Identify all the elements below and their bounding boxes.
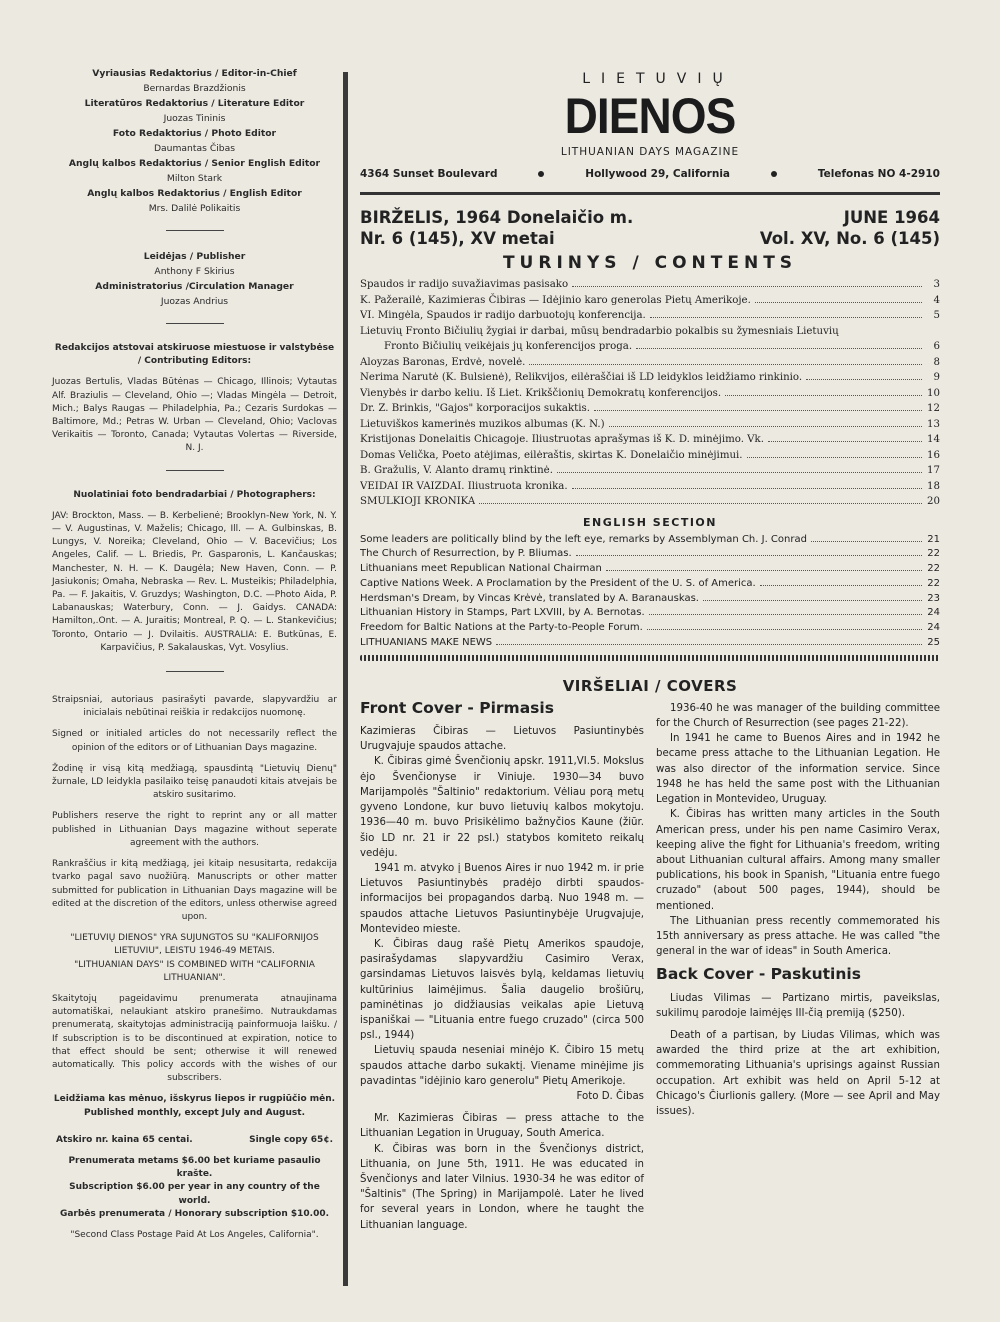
contents-item-page: 16 <box>927 449 940 461</box>
contents-item-title: K. Pažerailė, Kazimieras Čibiras — Idėjinio karo generolas Pietų Amerikoje. <box>360 294 751 306</box>
contents-item <box>360 562 940 577</box>
contents-item <box>360 479 940 495</box>
contents-item-title: Nerima Narutė (K. Bulsienė), Relikvijos, eilėraščiai iš LD leidyklos leidžiamo rinkinio. <box>360 372 803 383</box>
contents-item-title: Some leaders are politically blind by the left eye, remarks by Assemblyman Ch. J. Conrad <box>360 533 807 545</box>
bullet-icon <box>538 171 544 177</box>
contents-item-title: SMULKIOJI KRONIKA <box>360 496 476 507</box>
leader-dots <box>529 364 922 365</box>
leader-dots <box>755 302 922 303</box>
contents-item <box>360 577 940 592</box>
contents-item-title: LITHUANIANS MAKE NEWS <box>360 637 493 649</box>
leader-dots <box>649 614 922 615</box>
staff-name: Milton Stark <box>166 173 223 184</box>
front-cover-heading: Front Cover - Pirmasis <box>360 698 554 717</box>
combined-en: "LITHUANIAN DAYS" IS COMBINED WITH "CALIFORNIA LITHUANIAN". <box>74 959 315 983</box>
logo-top-text: LIETUVIŲ <box>582 71 734 87</box>
issue-info <box>360 207 940 249</box>
staff-list <box>52 66 337 216</box>
leader-dots <box>609 426 922 427</box>
admin-name: Juozas Andrius <box>160 296 229 307</box>
leader-dots <box>811 541 922 542</box>
contents-item-title: Fronto Bičiulių veikėjais jų konferencijos proga. <box>384 341 633 352</box>
paragraph: K. Čibiras gimė Švenčionių apskr. 1911,VI.5. Mokslus ėjo Švenčionyse ir Viniuje. 1930—34 buvo Marijampolės "Šaltinio" redaktorium. Vėliau porą metų gyveno Londone, kur buvo lietuvių kalbos mokytoju. 1936—40 m. buvo Prisikėlimo bažnyčios Kaune (žiūr. šio LD nr. 21 ir 22 psl.) statybos komiteto reikalų vedėju. <box>360 756 644 859</box>
note-text: Signed or initialed articles do not necessarily reflect the opinion of the editors or of Lithuanian Days magazine. <box>52 729 337 753</box>
contents-item <box>360 636 940 651</box>
paragraph: 1936-40 he was manager of the building committee for the Church of Resurrection (see pages 21-22). <box>656 702 940 730</box>
note-text: Publishers reserve the right to reprint any or all matter published in Lithuanian Days magazine without seperate agreement with the authors. <box>52 811 337 848</box>
staff-role: Vyriausias Redaktorius / Editor-in-Chief <box>92 68 297 79</box>
contents-item-title: Freedom for Baltic Nations at the Party-to-People Forum. <box>360 622 643 634</box>
contents-item-page: 21 <box>927 533 940 545</box>
staff-role: Foto Redaktorius / Photo Editor <box>112 128 277 139</box>
subs-line: Prenumerata metams $6.00 bet kuriame pasaulio krašte. <box>68 1155 321 1180</box>
publisher-role: Leidėjas / Publisher <box>143 251 246 262</box>
bullet-icon <box>771 171 777 177</box>
paragraph: Death of a partisan, by Liudas Vilimas, which was awarded the third prize at the art exhibition, commemorating Lithuania's uprisings against Russian occupation. Art exhibit was held on April 5-12 at Chicago's Čiurlionis gallery. (More — see April and May issues). <box>656 1029 940 1117</box>
leader-dots <box>496 644 922 645</box>
contents-item <box>360 448 940 464</box>
contents-item-page: 14 <box>927 434 940 445</box>
leader-dots <box>650 317 922 318</box>
paragraph: K. Čibiras has written many articles in the South American press, under his pen name Casimiro Verax, keeping alive the fight for Lithuania's freedom, writing about Lithuanian cultural affairs. Among many smaller publications, his book in Spanish, "Lituania entre fuego cruzado" (about 500 pages, 1944), should be mentioned. <box>656 809 940 912</box>
contents-item-page: 22 <box>927 577 940 589</box>
contents-item-title: Lietuviškos kamerinės muzikos albumas (K. N.) <box>360 418 605 430</box>
contents-item <box>360 277 940 293</box>
staff-role: Anglų kalbos Redaktorius / English Editor <box>87 188 302 199</box>
issue-number-lt: Nr. 6 (145), XV metai <box>360 229 555 248</box>
contents-item-page: 22 <box>927 548 940 560</box>
contents-item <box>360 606 940 621</box>
leader-dots <box>747 457 922 458</box>
photographers-title: Nuolatiniai foto bendradarbiai / Photographers: <box>73 489 316 500</box>
contents-item-title: VI. Mingėla, Spaudos ir radijo darbuotojų konferencija. <box>360 310 646 321</box>
address-bar <box>360 168 940 180</box>
leader-dots <box>576 555 922 556</box>
issue-date-en: JUNE 1964 <box>843 208 940 227</box>
contents-item-title: Lithuanian History in Stamps, Part LXVIII, by A. Bernotas. <box>360 607 645 619</box>
contents-item <box>360 417 940 433</box>
contents-item-title: Lietuvių Fronto Bičiulių žygiai ir darbai, mūsų bendradarbio pokalbis su žymesniais Lietuvių <box>360 325 839 337</box>
contents-item-title: The Church of Resurrection, by P. Bliumas. <box>360 548 572 560</box>
leader-dots <box>725 395 922 396</box>
leader-dots <box>636 348 922 349</box>
published-lt: Leidžiama kas mėnuo, išskyrus liepos ir rugpiūčio mėn. <box>53 1094 336 1105</box>
leader-dots <box>703 600 922 601</box>
contents-item <box>360 621 940 636</box>
contents-item-title: Aloyzas Baronas, Erdvė, novelė. <box>360 356 526 368</box>
paragraph: Mr. Kazimieras Čibiras — press attache to the Lithuanian Legation in Uruguay, South America. <box>360 1113 644 1140</box>
contents-item-title: Vienybės ir darbo keliu. Iš Liet. Krikščionių Demokratų konferencijos. <box>360 387 722 399</box>
logo-main-text: DIENOS <box>564 88 736 144</box>
paragraph: The Lithuanian press recently commemorated his 15th anniversary as press attache. He was called "the general in the war of ideas" in South America. <box>656 915 940 958</box>
staff-name: Mrs. Dalilė Polikaitis <box>148 203 241 214</box>
publisher-name: Anthony F Skirius <box>154 266 235 277</box>
contents-item <box>360 463 940 479</box>
contents-item-page: 4 <box>933 294 940 306</box>
leader-dots <box>760 585 922 586</box>
contents-item-title: Lithuanians meet Republican National Chairman <box>360 563 602 575</box>
contents-item <box>360 324 940 340</box>
combined-lt: "LIETUVIŲ DIENOS" YRA SUJUNGTOS SU "KALIFORNIJOS LIETUVIU", LEISTU 1946-49 METAIS. <box>70 933 319 957</box>
staff-name: Daumantas Čibas <box>153 143 236 154</box>
contents-item-page: 3 <box>933 279 940 290</box>
leader-dots <box>647 629 922 630</box>
phone-number: Telefonas NO 4-2910 <box>817 168 940 180</box>
leader-dots <box>572 286 922 287</box>
staff-name: Bernardas Brazdžionis <box>143 83 246 94</box>
paragraph: Kazimieras Čibiras — Lietuvos Pasiuntinybės Urugvajuje spaudos attache. <box>360 726 644 753</box>
divider <box>166 230 224 231</box>
contents-item <box>360 293 940 309</box>
contents-item-page: 10 <box>927 387 940 399</box>
subs-line: Garbės prenumerata / Honorary subscription $10.00. <box>59 1208 330 1219</box>
contents-item-page: 5 <box>933 310 940 321</box>
price-row <box>52 1134 337 1147</box>
wavy-divider <box>360 655 940 661</box>
contents-item-page: 25 <box>927 637 940 649</box>
contents-item-page: 17 <box>927 465 940 476</box>
leader-dots <box>557 472 922 473</box>
contents-item <box>360 308 940 324</box>
contents-item-page: 6 <box>933 341 940 352</box>
leader-dots <box>594 410 922 411</box>
paragraph: Liudas Vilimas — Partizano mirtis, paveikslas, sukilimų parodoje laimėjęs III-čią premiją ($250). <box>656 992 940 1019</box>
contents-item-title: Dr. Z. Brinkis, "Gajos" korporacijos sukaktis. <box>360 403 590 414</box>
contents-item-page: 22 <box>927 563 940 575</box>
contents-item-page: 20 <box>927 496 940 507</box>
staff-role: Literatūros Redaktorius / Literature Editor <box>84 98 305 109</box>
vertical-rule <box>343 72 348 1286</box>
back-cover-heading: Back Cover - Paskutinis <box>656 965 861 984</box>
subscription-note: Skaitytojų pageidavimu prenumerata atnaujinama automatiškai, nelaukiant atskiro pranešimo. Nutraukdamas prenumeratą, skaitytojas administraciją painformuoja laišku. / If subscription is to be discontinued at expiration, notice to that effect should be sent; otherwise it will renewed automatically. This policy accords with the wishes of our subscribers. <box>52 993 337 1084</box>
contents-item-page: 24 <box>927 607 940 619</box>
contents-item-page: 24 <box>927 622 940 634</box>
note-text: Žodinę ir visą kitą medžiagą, spausdintą "Lietuvių Dienų" žurnale, LD leidykla pasilaiko teisę panaudoti kitais atvejais be atskiro susitarimo. <box>52 763 337 801</box>
postage-note: "Second Class Postage Paid At Los Angeles, California". <box>70 1229 319 1240</box>
contents-item-title: Domas Velička, Poeto atėjimas, eilėraštis, skirtas K. Donelaičio minėjimui. <box>360 449 743 461</box>
header-rule <box>360 192 940 195</box>
contents-item-page: 12 <box>927 403 940 414</box>
city-address: Hollywood 29, California <box>585 168 731 180</box>
contents-item-page: 8 <box>933 356 940 368</box>
paragraph: Lietuvių spauda neseniai minėjo K. Čibiro 15 metų spaudos attache darbo sukaktį. Viename minėjime jis pavadintas "idėjinio karo generolu" Pietų Amerikoje. <box>360 1045 644 1087</box>
contents-item <box>360 432 940 448</box>
contents-item-page: 18 <box>927 480 940 492</box>
contents-item-title: VEIDAI IR VAIZDAI. Iliustruota kronika. <box>360 480 568 492</box>
contents-title: TURINYS / CONTENTS <box>502 253 798 273</box>
contents-item-page: 23 <box>927 592 940 604</box>
contents-item <box>360 592 940 607</box>
contents-item <box>360 370 940 386</box>
leader-dots <box>806 379 922 380</box>
covers-title: VIRŠELIAI / COVERS <box>562 676 738 695</box>
divider <box>166 470 224 471</box>
contents-list <box>360 277 940 510</box>
photo-credit: Foto D. Čibas <box>576 1090 644 1102</box>
contents-item-title: Herdsman's Dream, by Vincas Krėvė, translated by A. Baranauskas. <box>360 592 699 604</box>
english-contents-list <box>360 533 940 651</box>
contents-item-page: 9 <box>933 372 940 383</box>
staff-role: Anglų kalbos Redaktorius / Senior English Editor <box>68 158 321 169</box>
main-column <box>360 70 940 1233</box>
contents-item-title: B. Gražulis, V. Alanto dramų rinktinė. <box>360 465 553 476</box>
price-en: Single copy 65¢. <box>249 1134 333 1145</box>
price-lt: Atskiro nr. kaina 65 centai. <box>56 1134 193 1145</box>
leader-dots <box>572 488 922 489</box>
paragraph: 1941 m. atvyko į Buenos Aires ir nuo 1942 m. ir prie Lietuvos Pasiuntinybės pradėjo dirbti spaudos-informacijos bei propagandos darbą. Nuo 1948 m. — spaudos attache Lietuvos Pasiuntinybėje Urugvajuje, Montevideo mieste. <box>360 862 644 935</box>
leader-dots <box>768 441 922 442</box>
note-text: Straipsniai, autoriaus pasirašyti pavarde, slapyvardžiu ar inicialais nebūtinai reiškia ir redakcijos nuomonę. <box>52 695 337 719</box>
divider <box>166 671 224 672</box>
contents-item <box>360 547 940 562</box>
paragraph: K. Čibiras daug rašė Pietų Amerikos spaudoje, pasirašydamas slapyvardžiu Casimiro Verax, garsindamas Lietuvos laisvės bylą, keldamas lietuvių kultūrinius laimėjimus. Šalia daugelio brošiūrų, paminėtinas jo didžiausias veikalas apie Lietuvą ispaniškai — "Lituania entre fuego cruzado" (circa 500 psl., 1944) <box>360 938 644 1042</box>
contents-item-title: Kristijonas Donelaitis Chicagoje. Iliustruotas aprašymas iš K. D. minėjimo. Vk. <box>360 434 764 445</box>
covers-column-left <box>360 698 644 1233</box>
staff-name: Juozas Tininis <box>163 113 226 124</box>
contents-item-page: 13 <box>927 418 940 430</box>
english-section-title: ENGLISH SECTION <box>583 515 717 529</box>
contributing-title: Redakcijos atstovai atskiruose miestuose ir valstybėse / Contributing Editors: <box>54 343 335 367</box>
issue-number-en: Vol. XV, No. 6 (145) <box>759 229 940 248</box>
contents-item <box>360 339 940 355</box>
street-address: 4364 Sunset Boulevard <box>360 168 498 180</box>
logo-subtitle: LITHUANIAN DAYS MAGAZINE <box>560 146 740 158</box>
contents-item <box>360 386 940 402</box>
paragraph: In 1941 he came to Buenos Aires and in 1942 he became press attache to the Lithuanian Legation. He was also director of the information service. Since 1948 he has held the same post with the Lithuanian Legation in Montevideo, Uruguay. <box>656 733 940 806</box>
published-en: Published monthly, except July and August. <box>84 1107 305 1118</box>
note-text: Rankraščius ir kitą medžiagą, jei kitaip nesusitarta, redakcija tvarko pagal savo nuožiūrą. Manuscripts or other matter submitted for publication in Lithuanian Days magazine will be edited at the discretion of the editors, unless otherwise agreed upon. <box>52 859 337 922</box>
contents-item <box>360 401 940 417</box>
contents-item-title: Captive Nations Week. A Proclamation by the President of the U. S. of America. <box>360 577 756 589</box>
contributing-text: Juozas Bertulis, Vladas Būtėnas — Chicago, Illinois; Vytautas Alf. Braziulis — Cleveland, Ohio —; Vladas Mingėla — Detroit, Mich.; Balys Raugas — Philadelphia, Pa.; Cezaris Surdokas — Baltimore, Md.; Petras W. Urban — Cleveland, Ohio; Vaclovas Verikaitis — Toronto, Canada; Vytautas Volertas — Riverside, N. J. <box>52 377 337 454</box>
admin-role: Administratorius /Circulation Manager <box>95 281 294 292</box>
contents-item <box>360 494 940 510</box>
leader-dots <box>606 570 922 571</box>
paragraph: K. Čibiras was born in the Švenčionys district, Lithuania, on June 5th, 1911. He was educated in Švenčionys and later Vilnius. 1930-34 he was editor of "Šaltinis" (The Spring) in Marijampolė. Later he lived for several years in London, where he taught the Lithuanian language. <box>360 1143 644 1231</box>
masthead-column <box>52 66 337 1242</box>
covers-column-right <box>656 701 940 1233</box>
contents-item <box>360 355 940 371</box>
contents-item <box>360 533 940 548</box>
subs-line: Subscription $6.00 per year in any country of the world. <box>69 1182 320 1206</box>
photographers-text: JAV: Brockton, Mass. — B. Kerbelienė; Brooklyn-New York, N. Y. — V. Augustinas, V. Maželis; Chicago, Ill. — A. Gulbinskas, B. Lungys, V. Noreika; Cleveland, Ohio — V. Bacevičius; Los Angeles, Calif. — L. Briedis, Pr. Gasparonis, L. Kančauskas; Manchester, N. H. — K. Daugėla; New Haven, Conn. — P. Jasiukonis; Omaha, Nebraska — Rev. L. Musteikis; Philadelphia, Pa. — F. Jakaitis, V. Gruzdys; Washington, D.C. —Photo Aida, P. Labanauskas; Waterbury, Conn. — J. Gaidys. CANADA: Hamilton,.Ont. — A. Juraitis; Montreal, P. Q. — L. Stankevičius; Toronto, Ontario — J. Dvilaitis. AUSTRALIA: E. Butkūnas, E. Karpavičius, P. Sakalauskas, Vyt. Vosylius. <box>52 510 337 653</box>
contents-item-title: Spaudos ir radijo suvažiavimas pasisako <box>360 279 569 290</box>
issue-date-lt: BIRŽELIS, 1964 Donelaičio m. <box>360 208 634 227</box>
covers-columns <box>360 698 940 1233</box>
leader-dots <box>479 503 922 504</box>
divider <box>166 323 224 324</box>
